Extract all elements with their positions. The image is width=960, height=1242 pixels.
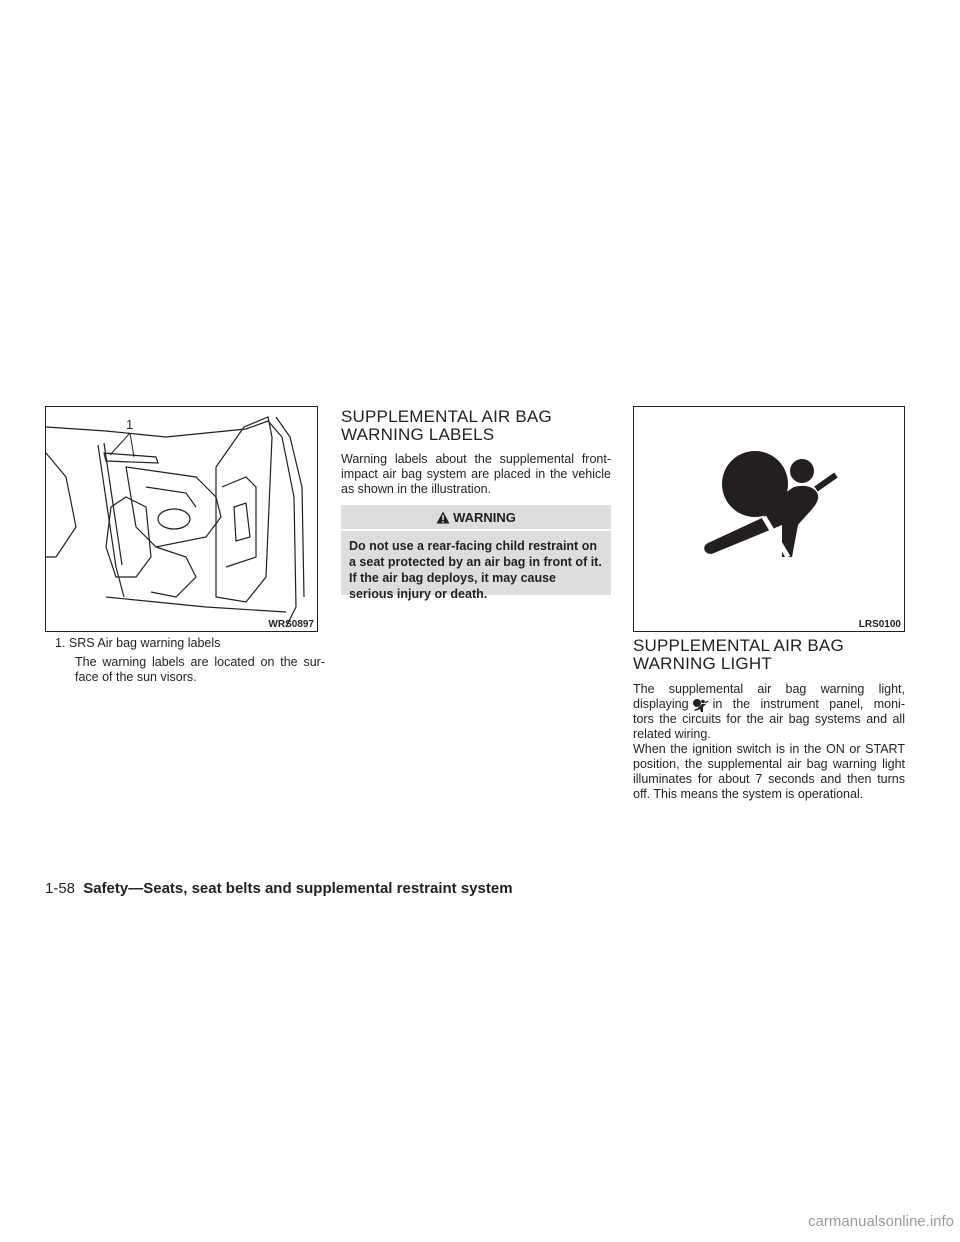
car-interior-illustration bbox=[46, 407, 317, 631]
figure-code: LRS0100 bbox=[858, 619, 901, 630]
heading-line-2: WARNING LABELS bbox=[341, 425, 495, 444]
watermark: carmanualsonline.info bbox=[808, 1213, 954, 1230]
airbag-warning-symbol bbox=[634, 407, 904, 631]
figure-caption-item: 1. SRS Air bag warning labels bbox=[55, 636, 221, 650]
para1-before-icon: displaying bbox=[633, 697, 689, 711]
page-number: 1-58 bbox=[45, 880, 76, 897]
chapter-title: Safety—Seats, seat belts and supplemental restraint system bbox=[83, 880, 513, 897]
callout-number: 1 bbox=[126, 417, 134, 432]
section-heading-light bbox=[633, 637, 905, 673]
heading-line-2: WARNING LIGHT bbox=[633, 654, 772, 673]
warning-triangle-icon bbox=[436, 511, 450, 524]
door-airbag-label-figure bbox=[45, 406, 318, 632]
heading-line-1: SUPPLEMENTAL AIR BAG bbox=[341, 407, 552, 426]
page-footer bbox=[45, 880, 513, 897]
section-heading-labels bbox=[341, 408, 611, 444]
warning-title: WARNING bbox=[453, 509, 516, 525]
figure-code: WRS0897 bbox=[268, 619, 314, 630]
light-paragraph-2: When the ignition switch is in the ON or START position, the supplemental air bag warning light illuminates for about 7 seconds and then turns off. This means the system is operational. bbox=[633, 742, 905, 801]
airbag-light-icon bbox=[691, 698, 709, 712]
figure-caption-text: The warning labels are located on the sur-face of the sun visors. bbox=[75, 655, 325, 684]
para1-line2 bbox=[633, 697, 905, 712]
para1-line1: The supplemental air bag warning light, bbox=[633, 682, 905, 696]
warning-text: Do not use a rear-facing child restraint on a seat protected by an air bag in front of it. If the air bag deploys, it may cause serious injury or death. bbox=[349, 539, 602, 601]
airbag-warning-light-figure bbox=[633, 406, 905, 632]
labels-paragraph: Warning labels about the supplemental front-impact air bag system are placed in the vehicle as shown in the illustration. bbox=[341, 452, 611, 496]
warning-title-bar bbox=[341, 505, 611, 531]
light-paragraph-1 bbox=[633, 682, 905, 742]
warning-box bbox=[341, 505, 611, 601]
heading-line-1: SUPPLEMENTAL AIR BAG bbox=[633, 636, 844, 655]
para1-after-icon: in the instrument panel, moni- bbox=[712, 697, 905, 711]
para1-rest: tors the circuits for the air bag systems and all related wiring. bbox=[633, 712, 905, 741]
